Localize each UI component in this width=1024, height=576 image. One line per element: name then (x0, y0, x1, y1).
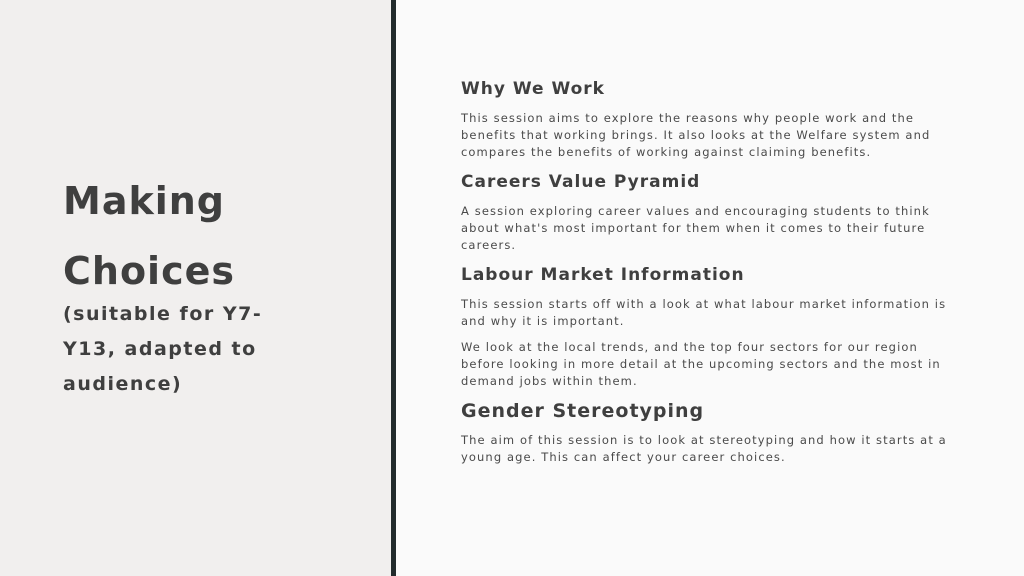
section-heading-labour-market-information: Labour Market Information (461, 265, 745, 285)
section-heading-gender-stereotyping: Gender Stereotyping (461, 400, 705, 422)
section-paragraph: The aim of this session is to look at stereotyping and how it starts at a young age. This can affect your career choices. (461, 433, 947, 464)
sessions-content (461, 74, 971, 466)
section-paragraph: A session exploring career values and encouraging students to think about what's most important for them when it comes to their future careers. (461, 204, 930, 252)
section-paragraph: This session starts off with a look at what labour market information is and why it is important. (461, 297, 947, 328)
section-heading-why-we-work: Why We Work (461, 79, 605, 99)
slide-title (63, 166, 363, 306)
title-line-1: Making (63, 179, 226, 223)
title-line-2: Choices (63, 249, 235, 293)
section-heading-careers-value-pyramid: Careers Value Pyramid (461, 172, 701, 192)
section-paragraph: We look at the local trends, and the top four sectors for our region before looking in more detail at the upcoming sectors and the most in demand jobs within them. (461, 340, 941, 388)
section-paragraph: This session aims to explore the reasons why people work and the benefits that working brings. It also looks at the Welfare system and compares the benefits of working against claiming benefits. (461, 111, 931, 159)
slide-subtitle: (suitable for Y7-Y13, adapted to audience) (63, 303, 263, 395)
